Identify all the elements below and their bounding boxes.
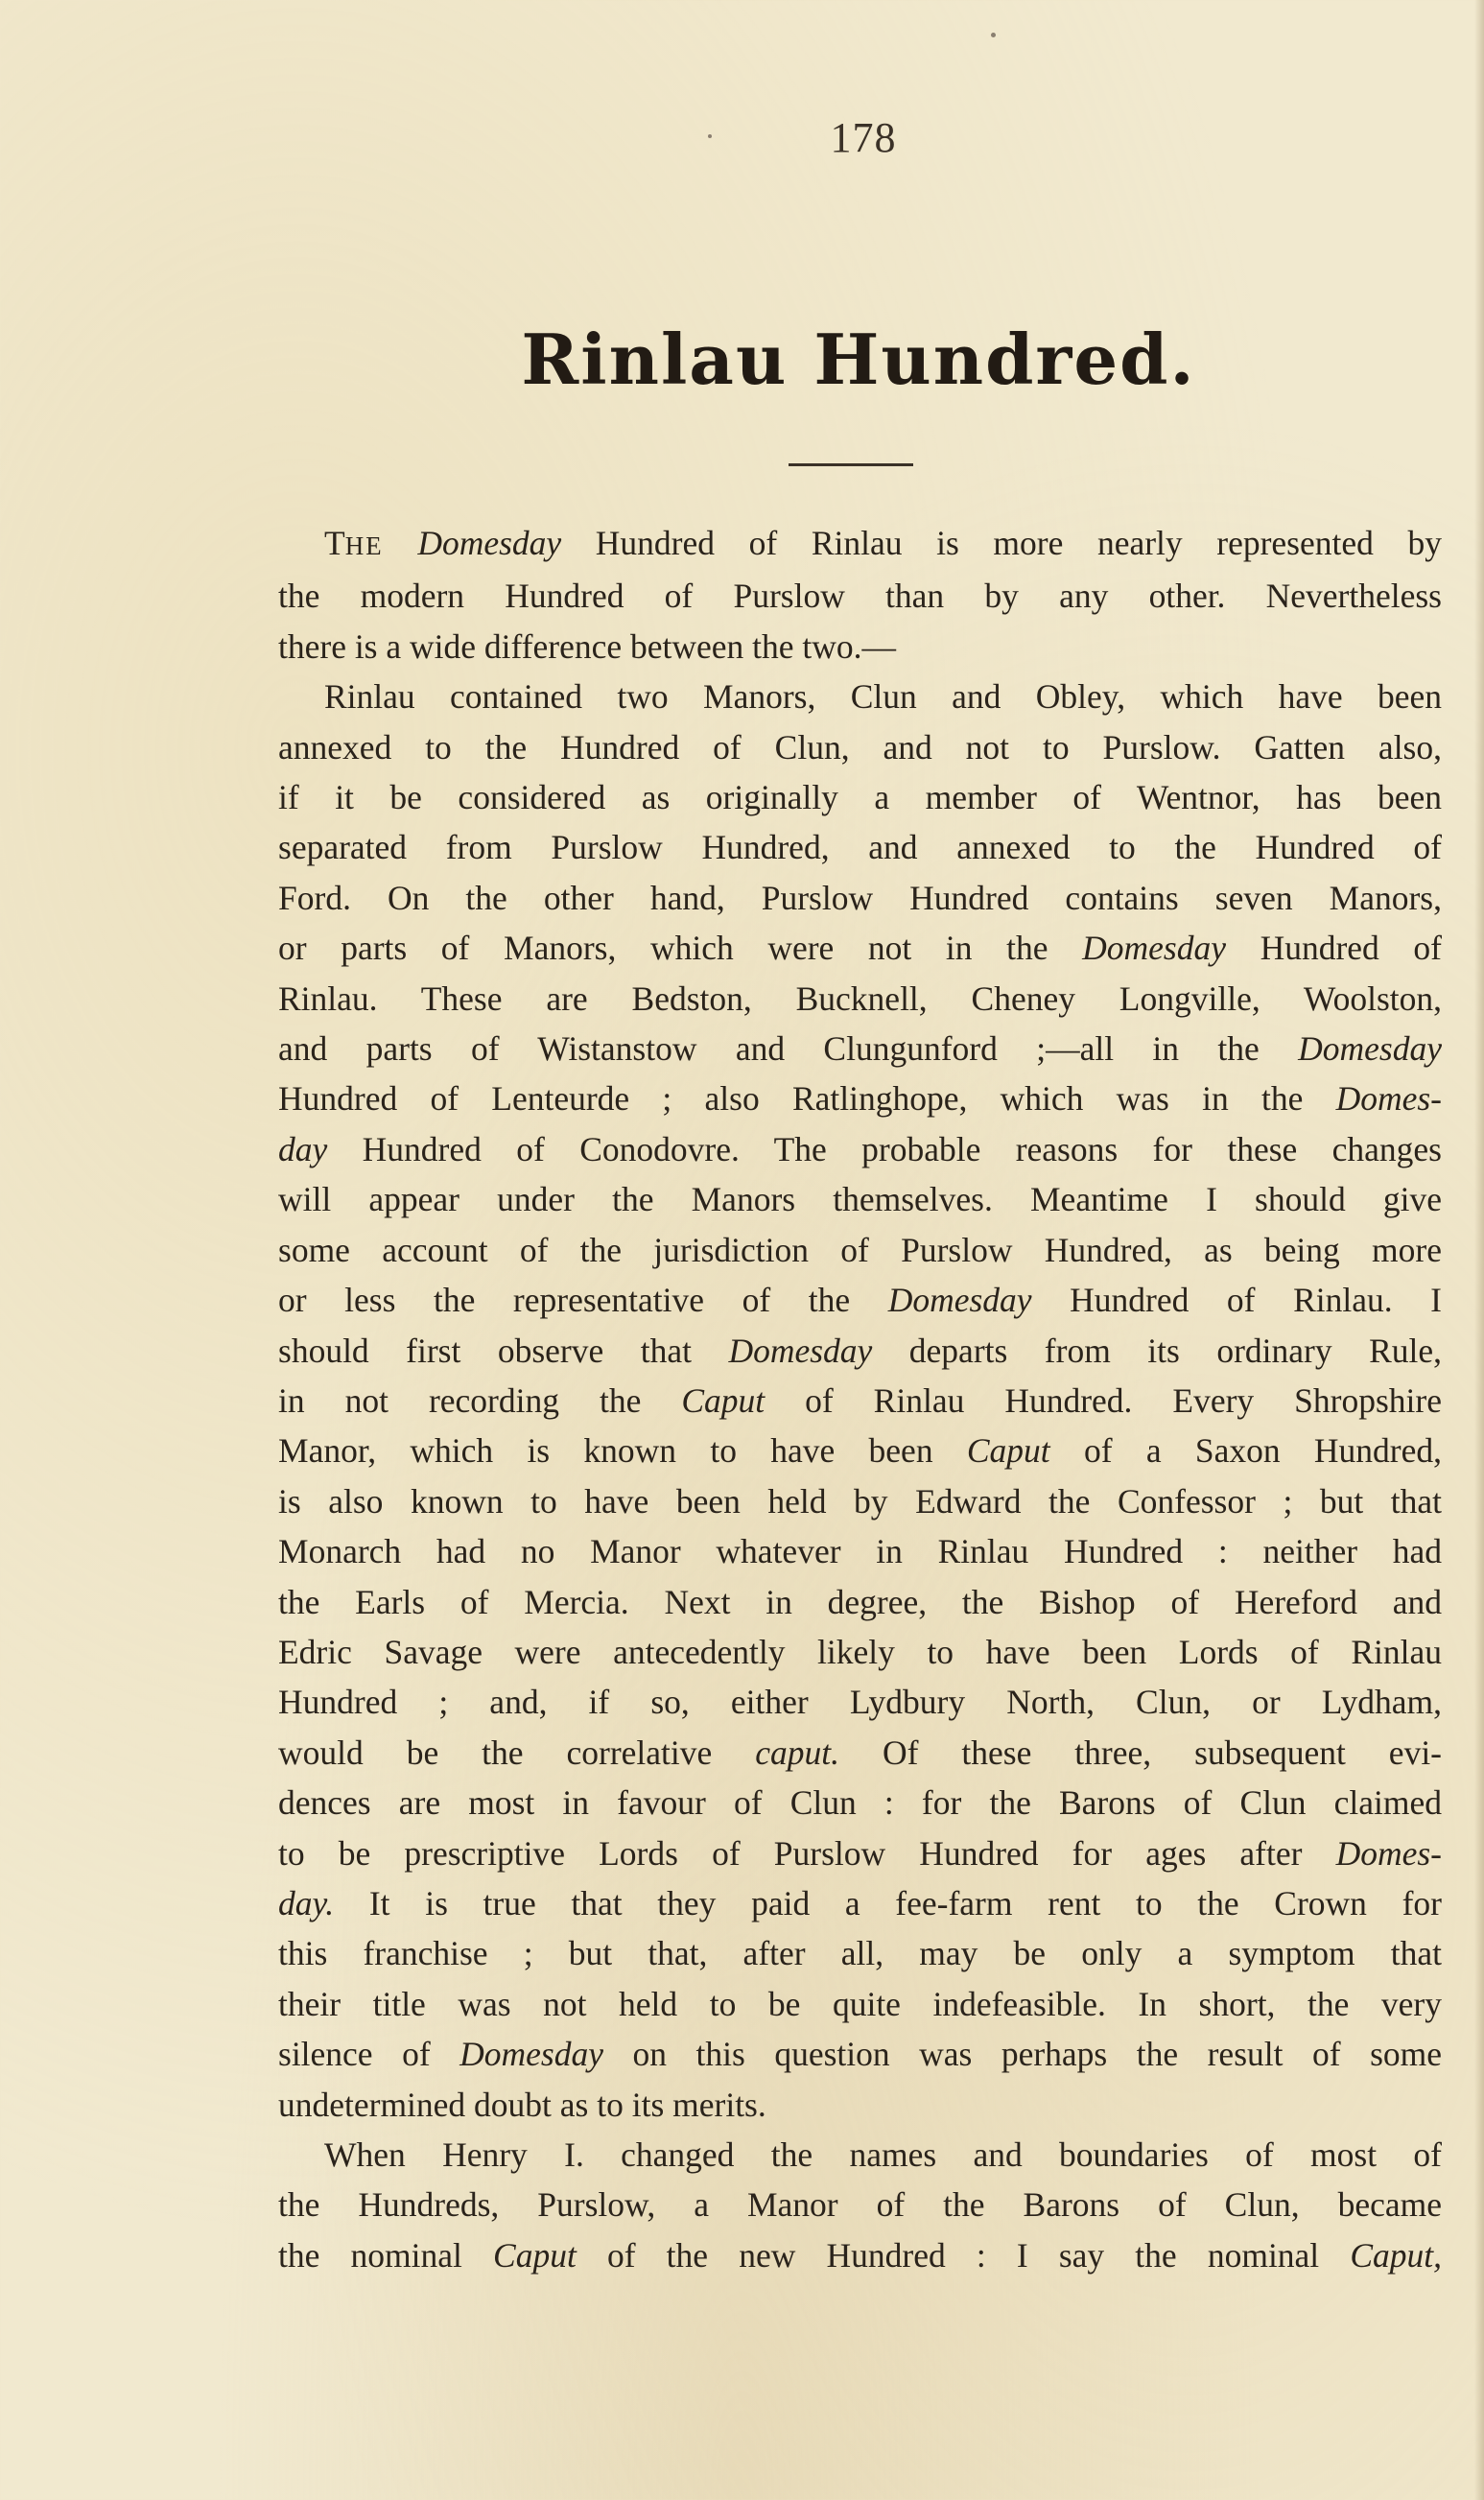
text-run: and parts of Wistanstow and Clungunford ;—all in the: [278, 1029, 1299, 1069]
text-run: of a Saxon Hundred,: [1049, 1431, 1442, 1471]
italic-term: Caput: [966, 1431, 1050, 1471]
text-line: [278, 1326, 1442, 1376]
italic-term: Caput,: [1350, 2235, 1442, 2275]
italic-term: Domes-: [1335, 1079, 1442, 1119]
text-run: Hundred of Rinlau is more nearly represented by: [561, 524, 1442, 562]
text-line: some account of the jurisdiction of Purslow Hundred, as being more: [278, 1230, 1442, 1269]
text-line: there is a wide difference between the two.—: [278, 626, 896, 666]
text-line: [278, 1275, 1442, 1325]
italic-term: Caput: [493, 2235, 577, 2275]
text-line: [278, 2029, 1442, 2079]
text-run: departs from its ordinary Rule,: [872, 1331, 1442, 1370]
text-line: Ford. On the other hand, Purslow Hundred contains seven Manors,: [278, 878, 1442, 917]
text-line: [278, 1073, 1442, 1123]
text-run: Hundred of Lenteurde ; also Ratlinghope, which was in the: [278, 1079, 1336, 1119]
text-line: Rinlau. These are Bedston, Bucknell, Cheney Longville, Woolston,: [278, 979, 1442, 1018]
text-run: Manor, which is known to have been: [278, 1431, 967, 1471]
italic-term: day.: [278, 1883, 335, 1922]
text-line: [278, 1878, 1442, 1928]
italic-term: Domesday: [1298, 1029, 1442, 1069]
text-line: When Henry I. changed the names and boundaries of most of: [324, 2135, 1442, 2174]
text-run: would be the correlative: [278, 1733, 756, 1772]
text-line: the Earls of Mercia. Next in degree, the Bishop of Hereford and: [278, 1582, 1442, 1621]
dropcap: T: [324, 524, 345, 562]
text-line: the Hundreds, Purslow, a Manor of the Barons of Clun, became: [278, 2185, 1442, 2225]
text-line: this franchise ; but that, after all, may be only a symptom that: [278, 1934, 1442, 1973]
italic-term: Domesday: [417, 524, 562, 562]
italic-term: Domesday: [887, 1281, 1032, 1320]
text-run: or parts of Manors, which were not in the: [278, 929, 1083, 968]
text-line: Rinlau contained two Manors, Clun and Obley, which have been: [324, 677, 1442, 717]
text-run: silence of: [278, 2035, 460, 2074]
heading-rule: [789, 463, 913, 466]
text-run: It is true that they paid a fee-farm rent to the Crown for: [334, 1883, 1442, 1922]
text-line: will appear under the Manors themselves. Meantime I should give: [278, 1180, 1442, 1219]
text-line: [278, 1376, 1442, 1426]
text-line: [278, 1124, 1442, 1174]
body-text: [278, 518, 1442, 2280]
text-run: the nominal: [278, 2235, 494, 2275]
italic-term: Caput: [681, 1380, 766, 1420]
text-line: their title was not held to be quite indefeasible. In short, the very: [278, 1984, 1442, 2023]
text-run: to be prescriptive Lords of Purslow Hundred for ages after: [278, 1833, 1336, 1873]
italic-term: day: [278, 1129, 328, 1168]
text-run: in not recording the: [278, 1380, 682, 1420]
text-line: [278, 1728, 1442, 1778]
text-run: Hundred of Conodovre. The probable reasons for these changes: [327, 1129, 1442, 1168]
text-run: or less the representative of the: [278, 1281, 888, 1320]
text-line: Monarch had no Manor whatever in Rinlau Hundred : neither had: [278, 1532, 1442, 1571]
text-run: of the new Hundred : I say the nominal: [576, 2235, 1351, 2275]
page-number: 178: [830, 114, 897, 161]
text-line: Hundred ; and, if so, either Lydbury North, Clun, or Lydham,: [278, 1683, 1442, 1722]
italic-term: Domesday: [1082, 929, 1226, 968]
text-line: dences are most in favour of Clun : for the Barons of Clun claimed: [278, 1783, 1442, 1823]
italic-term: Domesday: [459, 2035, 604, 2074]
text-line: if it be considered as originally a member of Wentnor, has been: [278, 778, 1442, 817]
paper-speck: [991, 33, 996, 37]
text-run: Hundred of: [1225, 929, 1442, 968]
italic-term: Domes-: [1335, 1833, 1442, 1873]
italic-term: caput.: [755, 1733, 839, 1772]
text-line: [278, 1024, 1442, 1073]
text-line: the modern Hundred of Purslow than by any other. Nevertheless: [278, 577, 1442, 616]
text-line: [278, 2230, 1442, 2280]
text-line: separated from Purslow Hundred, and annexed to the Hundred of: [278, 828, 1442, 867]
text-line: [278, 518, 1442, 571]
text-line: [278, 1426, 1442, 1475]
text-line: is also known to have been held by Edward the Confessor ; but that: [278, 1481, 1442, 1521]
text-line: Edric Savage were antecedently likely to have been Lords of Rinlau: [278, 1632, 1442, 1671]
text-line: annexed to the Hundred of Clun, and not to Purslow. Gatten also,: [278, 727, 1442, 767]
text-run: Of these three, subsequent evi-: [839, 1733, 1442, 1772]
italic-term: Domesday: [728, 1331, 873, 1370]
text-line: undetermined doubt as to its merits.: [278, 2085, 766, 2124]
text-line: [278, 1828, 1442, 1878]
text-line: [278, 923, 1442, 973]
section-heading: Rinlau Hundred.: [521, 318, 1196, 400]
text-run: Hundred of Rinlau. I: [1031, 1281, 1442, 1320]
text-run: on this question was perhaps the result of some: [603, 2035, 1442, 2074]
text-run: of Rinlau Hundred. Every Shropshire: [765, 1380, 1442, 1420]
small-caps: HE: [344, 531, 384, 560]
text-run: should first observe that: [278, 1331, 729, 1370]
